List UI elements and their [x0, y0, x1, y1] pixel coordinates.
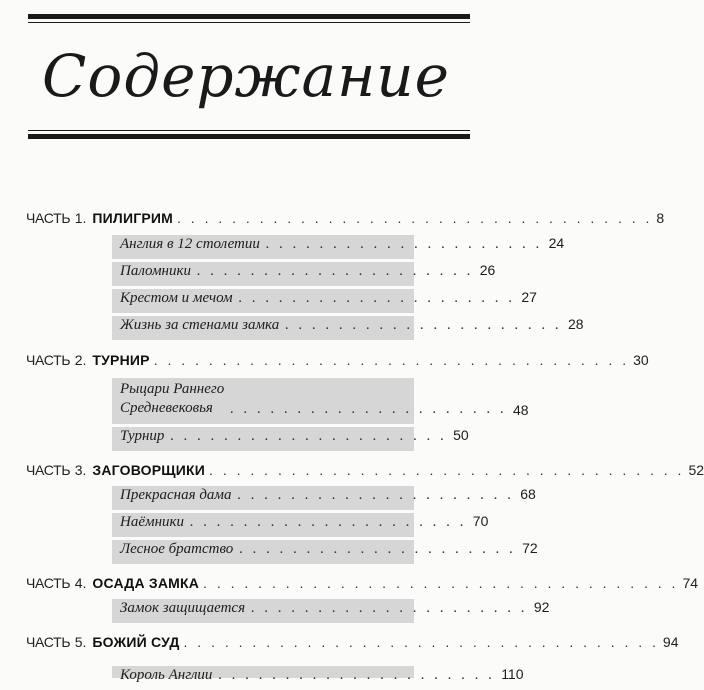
chapter-page: 110 [501, 666, 524, 682]
part-page: 74 [682, 575, 699, 591]
leader-dots: . . . . . . . . . . . . . . . . . . . . . . . . . . . . . . . . . . . [209, 462, 685, 478]
leader-dots: . . . . . . . . . . . . . . . . . . . . . . . . . . . . . . . . . . . [203, 575, 679, 591]
page-title: Содержание [42, 42, 450, 110]
chapter-page: 48 [513, 402, 529, 418]
part-row[interactable] [26, 575, 699, 595]
chapter-row[interactable] [112, 262, 496, 286]
chapter-title: Наёмники [120, 514, 185, 530]
leader-dots: . . . . . . . . . . . . . . . . . . . . . [265, 236, 543, 252]
part-row[interactable] [26, 462, 704, 482]
chapter-row[interactable] [112, 666, 524, 683]
part-number: 5. [74, 634, 87, 650]
leader-dots: . . . . . . . . . . . . . . . . . . . . . [170, 428, 448, 444]
chapter-page: 50 [453, 427, 469, 443]
part-number: 4. [74, 575, 87, 591]
leader-dots: . . . . . . . . . . . . . . . . . . . . . [237, 487, 515, 503]
leader-dots: . . . . . . . . . . . . . . . . . . . . . [285, 317, 562, 333]
part-label: ЧАСТЬ [26, 575, 71, 591]
part-title: ПИЛИГРИМ [92, 210, 174, 226]
chapter-page: 24 [548, 235, 565, 251]
chapter-title-line1: Рыцари Раннего [120, 381, 225, 397]
part-title: ОСАДА ЗАМКА [92, 575, 200, 591]
header-rule-top-thick [28, 14, 470, 19]
chapter-row[interactable] [112, 513, 489, 537]
part-number: 2. [74, 352, 87, 368]
part-page: 30 [633, 352, 649, 368]
header-rule-bottom-thin [28, 130, 470, 131]
chapter-page: 28 [567, 316, 584, 332]
chapter-row[interactable] [112, 289, 537, 313]
part-page: 52 [688, 462, 704, 478]
leader-dots: . . . . . . . . . . . . . . . . . . . . . [218, 667, 496, 683]
leader-dots: . . . . . . . . . . . . . . . . . . . . . [230, 401, 507, 417]
chapter-title: Прекрасная дама [120, 487, 232, 503]
part-title: ТУРНИР [92, 352, 150, 368]
leader-dots: . . . . . . . . . . . . . . . . . . . . . [251, 600, 528, 616]
chapter-page: 92 [533, 599, 550, 615]
chapter-title: Лесное братство [120, 541, 234, 557]
part-label: ЧАСТЬ [26, 210, 71, 226]
chapter-row[interactable] [112, 486, 536, 510]
chapter-row[interactable] [112, 540, 538, 564]
leader-dots: . . . . . . . . . . . . . . . . . . . . . . . . . . . . . . . . . . . [177, 210, 653, 226]
chapter-page: 26 [479, 262, 496, 278]
chapter-title: Англия в 12 столетии [120, 236, 260, 252]
chapter-row[interactable] [112, 378, 529, 424]
chapter-row[interactable] [112, 427, 469, 451]
chapter-page: 27 [521, 289, 537, 305]
part-page: 94 [662, 634, 679, 650]
part-title: БОЖИЙ СУД [92, 634, 180, 650]
chapter-title: Паломники [120, 263, 192, 279]
part-number: 3. [74, 462, 87, 478]
chapter-page: 68 [520, 486, 536, 502]
chapter-title-line2: Средневековья [120, 400, 213, 416]
leader-dots: . . . . . . . . . . . . . . . . . . . . . [197, 263, 474, 279]
header-rule-top-thin [28, 22, 470, 23]
leader-dots: . . . . . . . . . . . . . . . . . . . . . . . . . . . . . . . . . . . [153, 352, 630, 368]
part-label: ЧАСТЬ [26, 462, 71, 478]
leader-dots: . . . . . . . . . . . . . . . . . . . . . [190, 514, 467, 530]
chapter-title: Король Англии [120, 667, 213, 683]
chapter-row[interactable] [112, 235, 565, 259]
part-row[interactable] [26, 634, 679, 654]
part-label: ЧАСТЬ [26, 634, 71, 650]
chapter-title: Замок защищается [120, 600, 246, 616]
chapter-page: 72 [522, 540, 538, 556]
chapter-row[interactable] [112, 316, 584, 340]
chapter-row[interactable] [112, 599, 550, 623]
leader-dots: . . . . . . . . . . . . . . . . . . . . . [238, 290, 516, 306]
part-title: ЗАГОВОРЩИКИ [92, 462, 206, 478]
part-page: 8 [656, 210, 665, 226]
chapter-title: Крестом и мечом [120, 290, 233, 306]
leader-dots: . . . . . . . . . . . . . . . . . . . . . . . . . . . . . . . . . . . [183, 634, 659, 650]
part-label: ЧАСТЬ [26, 352, 71, 368]
chapter-title: Турнир [120, 428, 165, 444]
chapter-title: Жизнь за стенами замка [120, 317, 280, 333]
header-rule-bottom-thick [28, 134, 470, 139]
chapter-page: 70 [472, 513, 489, 529]
part-number: 1. [74, 210, 87, 226]
part-row[interactable] [26, 210, 665, 230]
part-row[interactable] [26, 352, 649, 372]
leader-dots: . . . . . . . . . . . . . . . . . . . . . [239, 541, 517, 557]
